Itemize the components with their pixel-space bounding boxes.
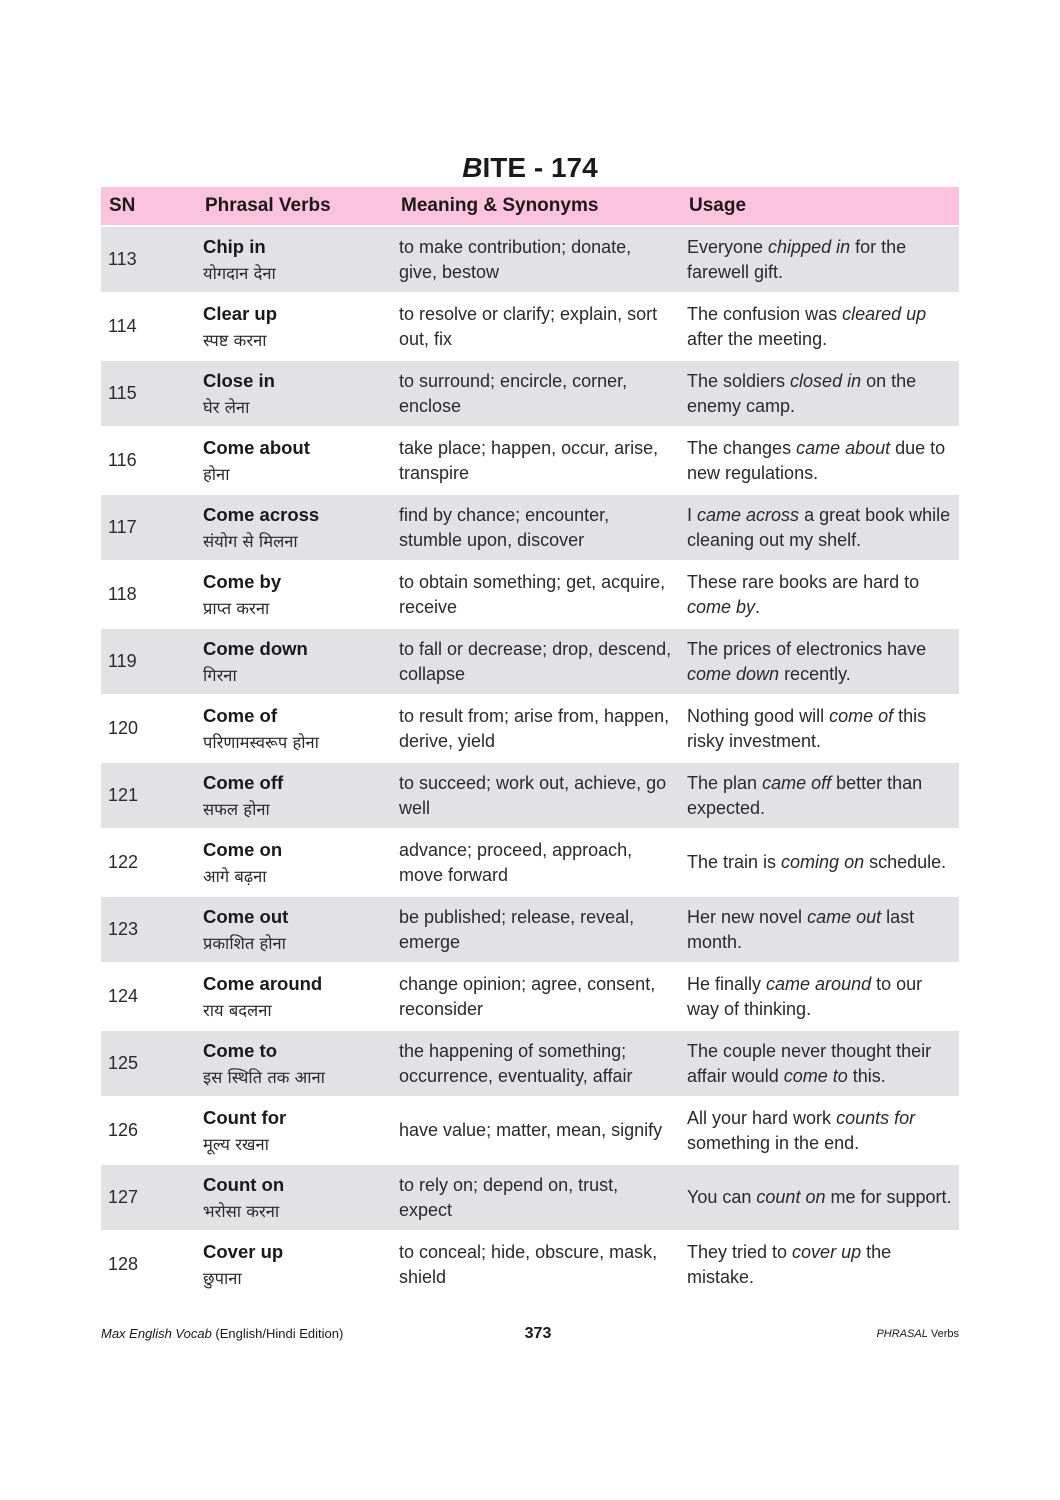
cell-usage — [677, 1230, 959, 1297]
table-row — [101, 560, 959, 627]
cell-sn: 128 — [101, 1230, 193, 1297]
cell-meaning: to resolve or clarify; explain, sort out, fix — [389, 292, 677, 359]
phrasal-verb-hindi: घेर लेना — [203, 397, 250, 417]
cell-meaning: be published; release, reveal, emerge — [389, 895, 677, 962]
page-number: 373 — [524, 1325, 552, 1342]
phrasal-verb-english: Cover up — [203, 1240, 284, 1262]
usage-text: schedule. — [864, 852, 947, 872]
cell-usage — [677, 1096, 959, 1163]
page-title-prefix: B — [462, 152, 483, 183]
usage-text: Her new novel — [687, 906, 808, 927]
table-row — [101, 1163, 959, 1230]
table-row — [101, 694, 959, 761]
phrasal-verb-english: Come out — [203, 905, 289, 927]
cell-phrasal-verb — [193, 828, 389, 895]
cell-sn: 115 — [101, 359, 193, 426]
cell-sn: 127 — [101, 1163, 193, 1230]
phrasal-verb-hindi: प्राप्त करना — [203, 598, 270, 618]
table-body — [101, 225, 959, 1297]
cell-usage — [677, 761, 959, 828]
cell-sn: 120 — [101, 694, 193, 761]
usage-text: The changes — [687, 437, 797, 458]
usage-text: You can — [687, 1187, 757, 1207]
usage-phrase-italic: come by — [687, 596, 756, 617]
cell-meaning: the happening of something; occurrence, eventuality, affair — [389, 1029, 677, 1096]
footer-edition: (English/Hindi Edition) — [211, 1326, 344, 1341]
usage-text: this risky investment. — [687, 705, 927, 751]
cell-meaning: take place; happen, occur, arise, transpire — [389, 426, 677, 493]
cell-usage — [677, 359, 959, 426]
table-row — [101, 426, 959, 493]
usage-phrase-italic: came off — [762, 772, 832, 793]
usage-text: last month. — [687, 906, 915, 952]
phrasal-verb-english: Come off — [203, 771, 284, 793]
cell-sn: 113 — [101, 225, 193, 292]
usage-phrase-italic: coming on — [781, 852, 865, 872]
cell-phrasal-verb — [193, 1230, 389, 1297]
cell-meaning: change opinion; agree, consent, reconsider — [389, 962, 677, 1029]
usage-phrase-italic: came about — [796, 437, 891, 458]
phrasal-verb-english: Chip in — [203, 235, 266, 257]
usage-text: to our way of thinking. — [687, 973, 923, 1019]
cell-phrasal-verb — [193, 627, 389, 694]
cell-phrasal-verb — [193, 493, 389, 560]
cell-usage — [677, 493, 959, 560]
cell-phrasal-verb — [193, 1029, 389, 1096]
phrasal-verb-hindi: होना — [203, 464, 230, 484]
usage-text: They tried to — [687, 1241, 793, 1262]
usage-phrase-italic: counts for — [836, 1107, 916, 1128]
usage-text: Nothing good will — [687, 705, 830, 726]
cell-usage — [677, 962, 959, 1029]
phrasal-verb-english: Come across — [203, 503, 320, 525]
usage-text: on the enemy camp. — [687, 370, 917, 416]
phrasal-verb-hindi: राय बदलना — [203, 1000, 272, 1020]
table-row — [101, 359, 959, 426]
cell-sn: 119 — [101, 627, 193, 694]
usage-phrase-italic: come down — [687, 663, 780, 684]
phrasal-verb-english: Come around — [203, 972, 323, 994]
cell-meaning: to make contribution; donate, give, bestow — [389, 225, 677, 292]
cell-usage — [677, 560, 959, 627]
footer-section — [876, 1328, 959, 1340]
phrasal-verb-english: Come down — [203, 637, 308, 659]
phrasal-verb-hindi: सफल होना — [203, 799, 270, 819]
phrasal-verb-hindi: आगे बढ़ना — [203, 866, 267, 886]
cell-sn: 124 — [101, 962, 193, 1029]
footer-section-rest: Verbs — [927, 1328, 959, 1340]
cell-meaning: to result from; arise from, happen, derive, yield — [389, 694, 677, 761]
usage-text: The confusion was — [687, 303, 843, 324]
header-usage: Usage — [677, 187, 959, 225]
cell-sn: 117 — [101, 493, 193, 560]
cell-phrasal-verb — [193, 560, 389, 627]
table-row — [101, 493, 959, 560]
table-row — [101, 1230, 959, 1297]
phrasal-verb-english: Come of — [203, 704, 277, 726]
cell-phrasal-verb — [193, 426, 389, 493]
phrasal-verb-english: Count for — [203, 1106, 287, 1128]
header-meaning: Meaning & Synonyms — [389, 187, 677, 225]
table-row — [101, 1096, 959, 1163]
phrasal-verb-hindi: मूल्य रखना — [203, 1134, 269, 1154]
usage-text: me for support. — [825, 1187, 952, 1207]
usage-text: These rare books are hard to — [687, 571, 920, 592]
cell-meaning: advance; proceed, approach, move forward — [389, 828, 677, 895]
phrasal-verb-hindi: परिणामस्वरूप होना — [203, 732, 319, 752]
cell-phrasal-verb — [193, 761, 389, 828]
usage-text: a great book while cleaning out my shelf. — [687, 504, 951, 550]
table-row — [101, 828, 959, 895]
phrasal-verb-english: Clear up — [203, 302, 278, 324]
usage-text: after the meeting. — [687, 328, 828, 349]
cell-sn: 118 — [101, 560, 193, 627]
usage-text: . — [755, 596, 761, 617]
phrasal-verb-english: Close in — [203, 369, 275, 391]
usage-text: this. — [847, 1065, 886, 1086]
table-row — [101, 225, 959, 292]
cell-phrasal-verb — [193, 895, 389, 962]
cell-phrasal-verb — [193, 1163, 389, 1230]
usage-text: due to new regulations. — [687, 437, 946, 483]
cell-usage — [677, 694, 959, 761]
cell-phrasal-verb — [193, 359, 389, 426]
phrasal-verb-english: Come by — [203, 570, 282, 592]
usage-text: I — [687, 504, 698, 525]
cell-usage — [677, 1029, 959, 1096]
cell-phrasal-verb — [193, 1096, 389, 1163]
cell-phrasal-verb — [193, 225, 389, 292]
usage-phrase-italic: came across — [697, 504, 800, 525]
cell-sn: 114 — [101, 292, 193, 359]
table-row — [101, 1029, 959, 1096]
phrasal-verb-hindi: स्पष्ट करना — [203, 330, 267, 350]
phrasal-verb-hindi: इस स्थिति तक आना — [203, 1067, 325, 1087]
usage-text: The soldiers — [687, 370, 791, 391]
header-sn: SN — [101, 187, 193, 225]
usage-text: something in the end. — [687, 1132, 860, 1153]
table-row — [101, 895, 959, 962]
usage-text: better than expected. — [687, 772, 923, 818]
usage-phrase-italic: come to — [783, 1065, 848, 1086]
cell-usage — [677, 225, 959, 292]
usage-text: The couple never thought their affair would — [687, 1040, 932, 1086]
cell-sn: 122 — [101, 828, 193, 895]
table-row — [101, 761, 959, 828]
phrasal-verb-hindi: प्रकाशित होना — [203, 933, 286, 953]
cell-usage — [677, 828, 959, 895]
footer-section-name: PHRASAL — [876, 1328, 928, 1340]
page-title — [0, 150, 1060, 186]
cell-sn: 121 — [101, 761, 193, 828]
usage-text: The train is — [687, 852, 782, 872]
usage-text: He finally — [687, 973, 767, 994]
cell-meaning: find by chance; encounter, stumble upon, discover — [389, 493, 677, 560]
usage-phrase-italic: closed in — [790, 370, 862, 391]
usage-text: the mistake. — [687, 1241, 892, 1287]
cell-meaning: to surround; encircle, corner, enclose — [389, 359, 677, 426]
cell-meaning: to fall or decrease; drop, descend, collapse — [389, 627, 677, 694]
usage-phrase-italic: chipped in — [768, 236, 851, 257]
phrasal-verb-english: Come to — [203, 1039, 277, 1061]
phrasal-verb-hindi: संयोग से मिलना — [203, 531, 298, 551]
usage-text: recently. — [779, 663, 851, 684]
cell-usage — [677, 895, 959, 962]
cell-usage — [677, 1163, 959, 1230]
cell-phrasal-verb — [193, 292, 389, 359]
table-row — [101, 292, 959, 359]
cell-usage — [677, 292, 959, 359]
cell-phrasal-verb — [193, 962, 389, 1029]
usage-text: The plan — [687, 772, 763, 793]
cell-phrasal-verb — [193, 694, 389, 761]
phrasal-verb-hindi: भरोसा करना — [203, 1201, 280, 1221]
cell-sn: 116 — [101, 426, 193, 493]
usage-text: for the farewell gift. — [687, 236, 907, 282]
table-row — [101, 962, 959, 1029]
usage-phrase-italic: come of — [829, 705, 894, 726]
cell-meaning: have value; matter, mean, signify — [389, 1096, 677, 1163]
footer-book-name: Max English Vocab — [101, 1326, 212, 1341]
usage-phrase-italic: count on — [756, 1187, 826, 1207]
cell-sn: 126 — [101, 1096, 193, 1163]
phrasal-verbs-table — [101, 187, 959, 1297]
cell-meaning: to succeed; work out, achieve, go well — [389, 761, 677, 828]
table-row — [101, 627, 959, 694]
header-phrasal-verbs: Phrasal Verbs — [193, 187, 389, 225]
usage-phrase-italic: came out — [807, 906, 882, 927]
usage-phrase-italic: cover up — [792, 1241, 862, 1262]
phrasal-verb-hindi: योगदान देना — [203, 263, 276, 283]
cell-sn: 123 — [101, 895, 193, 962]
phrasal-verb-hindi: गिरना — [203, 665, 237, 685]
phrasal-verb-english: Come about — [203, 436, 310, 458]
cell-meaning: to rely on; depend on, trust, expect — [389, 1163, 677, 1230]
usage-phrase-italic: came around — [766, 973, 872, 994]
phrasal-verb-english: Come on — [203, 838, 283, 860]
cell-meaning: to obtain something; get, acquire, receive — [389, 560, 677, 627]
cell-meaning: to conceal; hide, obscure, mask, shield — [389, 1230, 677, 1297]
usage-text: All your hard work — [687, 1107, 837, 1128]
cell-sn: 125 — [101, 1029, 193, 1096]
phrasal-verb-hindi: छुपाना — [203, 1268, 242, 1288]
page-title-rest: ITE - 174 — [482, 152, 598, 183]
table-header-row — [101, 187, 959, 225]
cell-usage — [677, 627, 959, 694]
usage-text: Everyone — [687, 236, 769, 257]
cell-usage — [677, 426, 959, 493]
phrasal-verb-english: Count on — [203, 1173, 285, 1195]
usage-text: The prices of electronics have — [687, 638, 927, 659]
usage-phrase-italic: cleared up — [842, 303, 927, 324]
